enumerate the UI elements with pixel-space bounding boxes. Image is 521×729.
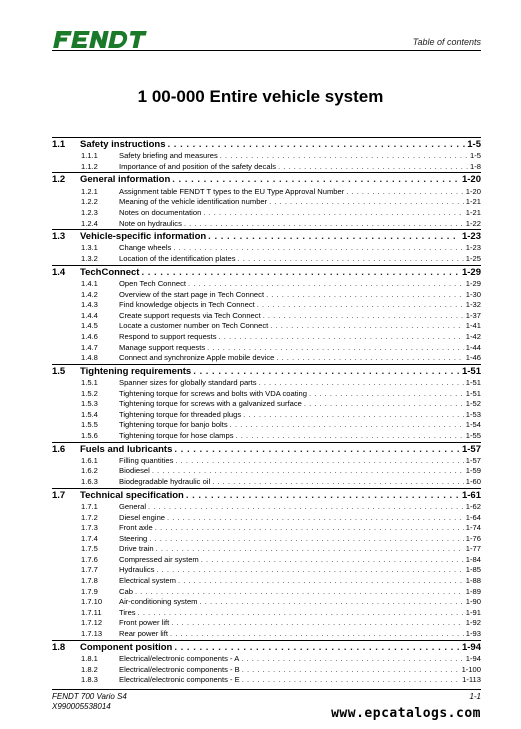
toc-entry-row[interactable] xyxy=(52,332,481,343)
toc-entry-row[interactable] xyxy=(52,477,481,488)
toc-dot-leader xyxy=(243,410,464,419)
toc-page-number: 1-89 xyxy=(465,586,481,596)
toc-label: Find knowledge objects in Tech Connect xyxy=(119,300,255,310)
toc-entry-row[interactable] xyxy=(52,187,481,198)
toc-section-row[interactable] xyxy=(52,640,481,654)
toc-dot-leader xyxy=(266,290,464,299)
toc-entry-row[interactable] xyxy=(52,420,481,431)
toc-page-number: 1-29 xyxy=(465,278,481,288)
toc-label: Assignment table FENDT T types to the EU Type Approval Number xyxy=(119,186,345,196)
toc-label: Diesel engine xyxy=(119,512,166,522)
toc-entry-row[interactable] xyxy=(52,431,481,442)
toc-number: 1.7.10 xyxy=(81,597,103,607)
toc-number: 1.5.3 xyxy=(81,399,98,409)
toc-dot-leader xyxy=(138,608,464,617)
toc-dot-leader xyxy=(156,544,464,553)
toc-page-number: 1-30 xyxy=(465,289,481,299)
toc-number: 1.7.12 xyxy=(81,618,103,628)
toc-entry-row[interactable] xyxy=(52,587,481,598)
toc-label: Respond to support requests xyxy=(119,331,217,341)
toc-dot-leader xyxy=(263,311,464,320)
toc-page-number: 1-94 xyxy=(461,641,481,653)
toc-page-number: 1-20 xyxy=(461,174,481,186)
toc-dot-leader xyxy=(188,279,464,288)
toc-section-row[interactable] xyxy=(52,488,481,502)
toc-label: Hydraulics xyxy=(119,565,155,575)
toc-number: 1.7 xyxy=(52,489,66,501)
toc-label: Tightening torque for threaded plugs xyxy=(119,409,242,419)
toc-label: Electrical/electronic components - A xyxy=(119,653,240,663)
toc-page-number: 1-84 xyxy=(465,554,481,564)
toc-dot-leader xyxy=(207,343,464,352)
toc-entry-row[interactable] xyxy=(52,279,481,290)
toc-dot-leader xyxy=(257,300,464,309)
toc-number: 1.7.11 xyxy=(81,607,102,617)
toc-page-number: 1-64 xyxy=(465,512,481,522)
toc-number: 1.2.1 xyxy=(81,186,98,196)
toc-label: Filling quantities xyxy=(119,455,174,465)
toc-number: 1.2.3 xyxy=(81,207,98,217)
toc-label: Electrical/electronic components - B xyxy=(119,664,240,674)
toc-page-number: 1-88 xyxy=(465,576,481,586)
toc-entry-row[interactable] xyxy=(52,399,481,410)
toc-dot-leader xyxy=(276,353,463,362)
toc-entry-row[interactable] xyxy=(52,576,481,587)
toc-page-number: 1-91 xyxy=(465,607,481,617)
toc-label: Open Tech Connect xyxy=(119,278,186,288)
toc-page-number: 1-77 xyxy=(465,544,481,554)
toc-entry-row[interactable] xyxy=(52,456,481,467)
toc-page-number: 1-90 xyxy=(465,597,481,607)
toc-label: Tightening torque for screws and bolts with VDA coating xyxy=(119,388,307,398)
toc-number: 1.5.6 xyxy=(81,430,98,440)
toc-number: 1.4.6 xyxy=(81,331,98,341)
toc-section-row[interactable] xyxy=(52,364,481,378)
toc-entry-row[interactable] xyxy=(52,311,481,322)
toc-dot-leader xyxy=(170,629,464,638)
toc-number: 1.7.7 xyxy=(81,565,98,575)
toc-entry-row[interactable] xyxy=(52,502,481,513)
toc-entry-row[interactable] xyxy=(52,208,481,219)
toc-entry-row[interactable] xyxy=(52,219,481,230)
toc-section-row[interactable] xyxy=(52,229,481,243)
toc-entry-row[interactable] xyxy=(52,597,481,608)
toc-label: Safety instructions xyxy=(80,139,166,150)
footer-divider xyxy=(52,689,481,690)
toc-page-number: 1-74 xyxy=(465,523,481,533)
toc-number: 1.4.1 xyxy=(81,278,98,288)
fendt-logo xyxy=(52,30,152,49)
toc-number: 1.4.3 xyxy=(81,300,98,310)
toc-dot-leader xyxy=(309,389,464,398)
toc-dot-leader xyxy=(178,576,464,585)
toc-entry-row[interactable] xyxy=(52,565,481,576)
toc-page-number: 1-41 xyxy=(465,321,481,331)
toc-label: Connect and synchronize Apple mobile device xyxy=(119,353,275,363)
toc-number: 1.6.2 xyxy=(81,466,98,476)
table-of-contents xyxy=(52,137,481,686)
toc-number: 1.3.1 xyxy=(81,243,98,253)
toc-page-number: 1-54 xyxy=(465,420,481,430)
toc-number: 1.8 xyxy=(52,641,66,653)
toc-page-number: 1-46 xyxy=(465,353,481,363)
toc-section-row[interactable] xyxy=(52,172,481,186)
toc-label: Cab xyxy=(119,586,133,596)
toc-number: 1.7.13 xyxy=(81,629,103,639)
toc-label: Biodegradable hydraulic oil xyxy=(119,477,211,487)
toc-number: 1.4.7 xyxy=(81,342,98,352)
toc-page-number: 1-5 xyxy=(470,151,481,161)
toc-entry-row[interactable] xyxy=(52,544,481,555)
toc-page-number: 1-113 xyxy=(462,675,481,685)
toc-number: 1.4.5 xyxy=(81,321,98,331)
footer-doc-number: X990005538014 xyxy=(52,702,111,711)
toc-number: 1.2 xyxy=(52,174,66,186)
toc-page-number: 1-32 xyxy=(465,300,481,310)
toc-label: Notes on documentation xyxy=(119,207,202,217)
toc-number: 1.5.5 xyxy=(81,420,98,430)
toc-dot-leader xyxy=(200,597,464,606)
toc-label: Technical specification xyxy=(80,489,184,501)
toc-label: Tightening requirements xyxy=(80,365,192,377)
toc-page-number: 1-59 xyxy=(465,466,481,476)
toc-entry-row[interactable] xyxy=(52,389,481,400)
toc-page-number: 1-55 xyxy=(465,430,481,440)
toc-dot-leader xyxy=(201,555,464,564)
toc-number: 1.1.2 xyxy=(81,161,98,171)
toc-dot-leader xyxy=(269,197,464,206)
toc-number: 1.4.2 xyxy=(81,289,98,299)
toc-label: Component position xyxy=(80,641,173,653)
toc-entry-row[interactable] xyxy=(52,466,481,477)
toc-page-number: 1-92 xyxy=(465,618,481,628)
toc-dot-leader xyxy=(270,321,464,330)
toc-page-number: 1-8 xyxy=(470,161,481,171)
toc-entry-row[interactable] xyxy=(52,608,481,619)
header-divider xyxy=(52,50,481,51)
toc-entry-row[interactable] xyxy=(52,254,481,265)
toc-label: Tightening torque for banjo bolts xyxy=(119,420,228,430)
toc-dot-leader xyxy=(203,208,463,217)
toc-number: 1.2.2 xyxy=(81,197,98,207)
toc-page-number: 1-62 xyxy=(465,501,481,511)
toc-dot-leader xyxy=(186,490,460,501)
toc-entry-row[interactable] xyxy=(52,523,481,534)
toc-entry-row[interactable] xyxy=(52,151,481,162)
toc-dot-leader xyxy=(212,477,464,486)
toc-page-number: 1-23 xyxy=(461,231,481,243)
toc-dot-leader xyxy=(155,523,464,532)
toc-entry-row[interactable] xyxy=(52,243,481,254)
toc-label: General xyxy=(119,501,147,511)
toc-dot-leader xyxy=(259,378,464,387)
toc-dot-leader xyxy=(193,366,460,377)
toc-page-number: 1-53 xyxy=(465,409,481,419)
header-section-label: Table of contents xyxy=(412,37,481,47)
toc-dot-leader xyxy=(236,431,464,440)
toc-number: 1.4 xyxy=(52,266,66,278)
toc-number: 1.5.2 xyxy=(81,388,98,398)
toc-dot-leader xyxy=(304,399,464,408)
toc-label: Steering xyxy=(119,533,148,543)
toc-section-row[interactable] xyxy=(52,265,481,279)
toc-number: 1.5.4 xyxy=(81,409,98,419)
toc-number: 1.4.8 xyxy=(81,353,98,363)
toc-dot-leader xyxy=(219,332,464,341)
toc-dot-leader xyxy=(184,219,464,228)
toc-section-row[interactable] xyxy=(52,442,481,456)
toc-entry-row[interactable] xyxy=(52,629,481,640)
fendt-logo-graphic xyxy=(52,30,152,49)
toc-number: 1.3 xyxy=(52,231,66,243)
toc-label: TechConnect xyxy=(80,266,140,278)
toc-label: Tightening torque for hose clamps xyxy=(119,430,234,440)
toc-number: 1.7.2 xyxy=(81,512,98,522)
toc-page-number: 1-93 xyxy=(465,629,481,639)
toc-page-number: 1-25 xyxy=(465,254,481,264)
toc-page-number: 1-29 xyxy=(461,266,481,278)
toc-entry-row[interactable] xyxy=(52,300,481,311)
toc-page-number: 1-57 xyxy=(461,443,481,455)
toc-number: 1.6 xyxy=(52,443,66,455)
toc-number: 1.8.2 xyxy=(81,664,98,674)
toc-dot-leader xyxy=(175,456,463,465)
toc-page-number: 1-5 xyxy=(467,139,481,150)
toc-entry-row[interactable] xyxy=(52,410,481,421)
toc-label: Tightening torque for screws with a galvanized surface xyxy=(119,399,302,409)
toc-page-number: 1-22 xyxy=(465,218,481,228)
toc-label: Tires xyxy=(119,607,136,617)
toc-number: 1.7.8 xyxy=(81,576,98,586)
toc-number: 1.4.4 xyxy=(81,310,98,320)
toc-page-number: 1-23 xyxy=(465,243,481,253)
toc-label: Note on hydraulics xyxy=(119,218,182,228)
toc-label: Front axle xyxy=(119,523,153,533)
toc-number: 1.7.1 xyxy=(81,501,98,511)
toc-label: Compressed air system xyxy=(119,554,199,564)
toc-number: 1.7.4 xyxy=(81,533,98,543)
toc-page-number: 1-51 xyxy=(465,377,481,387)
toc-dot-leader xyxy=(135,587,464,596)
toc-entry-row[interactable] xyxy=(52,665,481,676)
toc-page-number: 1-51 xyxy=(465,388,481,398)
toc-label: Change wheels xyxy=(119,243,172,253)
toc-number: 1.8.1 xyxy=(81,653,98,663)
toc-number: 1.6.3 xyxy=(81,477,98,487)
toc-entry-row[interactable] xyxy=(52,534,481,545)
watermark-url[interactable]: www.epcatalogs.com xyxy=(331,706,481,721)
toc-dot-leader xyxy=(174,444,460,455)
toc-label: Air-conditioning system xyxy=(119,597,198,607)
toc-dot-leader xyxy=(220,151,468,160)
toc-dot-leader xyxy=(171,618,464,627)
toc-number: 1.1.1 xyxy=(81,151,98,161)
toc-page-number: 1-85 xyxy=(465,565,481,575)
toc-number: 1.6.1 xyxy=(81,455,98,465)
toc-label: Rear power lift xyxy=(119,629,168,639)
toc-entry-row[interactable] xyxy=(52,378,481,389)
toc-dot-leader xyxy=(241,654,464,663)
toc-label: Locate a customer number on Tech Connect xyxy=(119,321,269,331)
toc-label: Fuels and lubricants xyxy=(80,443,173,455)
toc-dot-leader xyxy=(242,665,460,674)
toc-dot-leader xyxy=(149,534,464,543)
toc-page-number: 1-52 xyxy=(465,399,481,409)
toc-entry-row[interactable] xyxy=(52,321,481,332)
toc-page-number: 1-37 xyxy=(465,310,481,320)
toc-entry-row[interactable] xyxy=(52,618,481,629)
toc-entry-row[interactable] xyxy=(52,197,481,208)
page-title: 1 00-000 Entire vehicle system xyxy=(137,87,384,106)
toc-label: Spanner sizes for globally standard parts xyxy=(119,377,257,387)
toc-label: Overview of the start page in Tech Connect xyxy=(119,289,265,299)
toc-label: Electrical/electronic components - E xyxy=(119,675,240,685)
toc-number: 1.7.5 xyxy=(81,544,98,554)
footer-model: FENDT 700 Vario S4 xyxy=(52,692,127,701)
toc-page-number: 1-20 xyxy=(465,186,481,196)
toc-page-number: 1-57 xyxy=(465,455,481,465)
toc-entry-row[interactable] xyxy=(52,513,481,524)
toc-dot-leader xyxy=(148,502,464,511)
toc-number: 1.7.6 xyxy=(81,554,98,564)
toc-page-number: 1-21 xyxy=(465,197,481,207)
toc-page-number: 1-100 xyxy=(461,664,481,674)
toc-dot-leader xyxy=(168,139,466,150)
toc-dot-leader xyxy=(173,243,463,252)
toc-entry-row[interactable] xyxy=(52,343,481,354)
toc-entry-row[interactable] xyxy=(52,290,481,301)
toc-entry-row[interactable] xyxy=(52,675,481,686)
toc-label: Importance of and position of the safety decals xyxy=(119,161,277,171)
toc-dot-leader xyxy=(242,675,460,684)
toc-page-number: 1-60 xyxy=(465,477,481,487)
toc-entry-row[interactable] xyxy=(52,555,481,566)
toc-number: 1.1 xyxy=(52,139,66,150)
toc-label: Location of the identification plates xyxy=(119,254,236,264)
toc-page-number: 1-76 xyxy=(465,533,481,543)
toc-page-number: 1-44 xyxy=(465,342,481,352)
toc-entry-row[interactable] xyxy=(52,162,481,173)
toc-number: 1.5.1 xyxy=(81,377,98,387)
toc-entry-row[interactable] xyxy=(52,654,481,665)
toc-number: 1.5 xyxy=(52,365,66,377)
toc-label: Vehicle-specific information xyxy=(80,231,207,243)
toc-number: 1.7.3 xyxy=(81,523,98,533)
toc-label: Create support requests via Tech Connect xyxy=(119,310,261,320)
toc-number: 1.2.4 xyxy=(81,218,98,228)
toc-label: Electrical system xyxy=(119,576,176,586)
toc-page-number: 1-61 xyxy=(461,489,481,501)
footer-page-number: 1-1 xyxy=(469,692,481,701)
toc-dot-leader xyxy=(141,267,460,278)
toc-label: Manage support requests xyxy=(119,342,206,352)
toc-number: 1.3.2 xyxy=(81,254,98,264)
toc-label: Safety briefing and measures xyxy=(119,151,218,161)
toc-dot-leader xyxy=(238,254,464,263)
toc-section-row[interactable] xyxy=(52,137,481,151)
toc-label: Biodiesel xyxy=(119,466,150,476)
footer-info xyxy=(52,692,127,712)
toc-number: 1.8.3 xyxy=(81,675,98,685)
toc-page-number: 1-94 xyxy=(465,653,481,663)
toc-number: 1.7.9 xyxy=(81,586,98,596)
toc-label: Drive train xyxy=(119,544,154,554)
toc-dot-leader xyxy=(167,513,464,522)
toc-page-number: 1-21 xyxy=(465,207,481,217)
toc-dot-leader xyxy=(152,466,464,475)
toc-dot-leader xyxy=(174,642,460,653)
toc-dot-leader xyxy=(346,187,464,196)
toc-page-number: 1-42 xyxy=(465,331,481,341)
toc-entry-row[interactable] xyxy=(52,353,481,364)
toc-label: General information xyxy=(80,174,171,186)
toc-dot-leader xyxy=(278,162,468,171)
toc-label: Front power lift xyxy=(119,618,170,628)
toc-dot-leader xyxy=(208,231,460,242)
toc-label: Meaning of the vehicle identification number xyxy=(119,197,268,207)
toc-dot-leader xyxy=(172,174,460,185)
toc-dot-leader xyxy=(156,565,463,574)
toc-page-number: 1-51 xyxy=(461,365,481,377)
toc-dot-leader xyxy=(230,420,464,429)
